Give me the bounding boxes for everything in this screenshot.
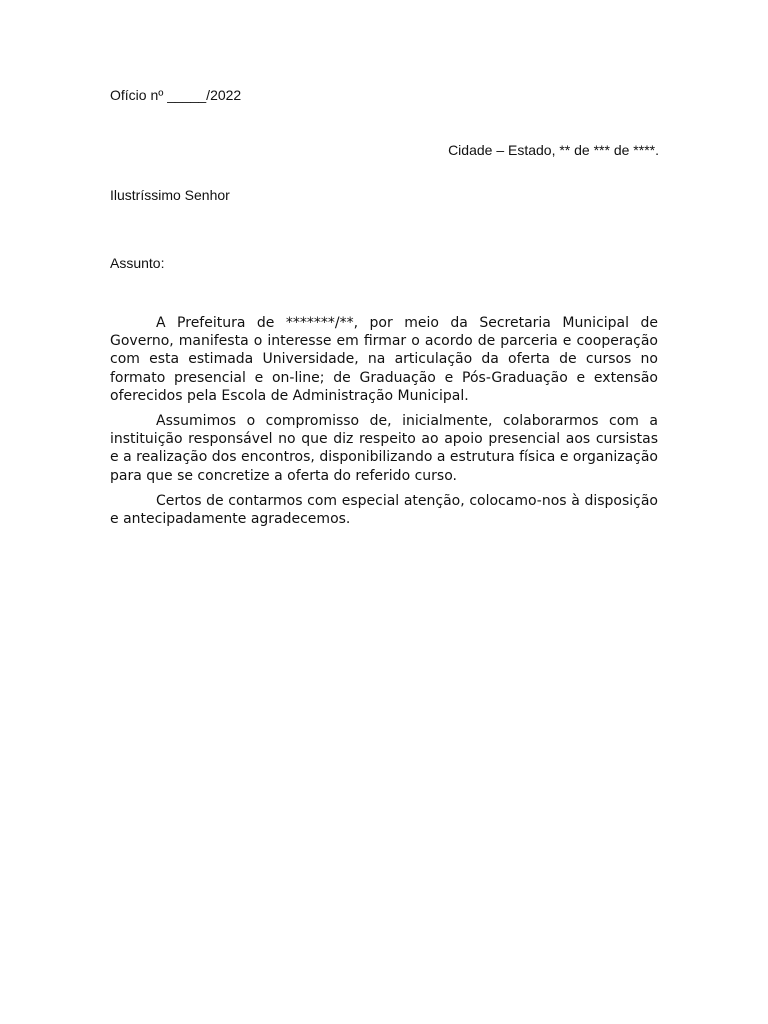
body-paragraph-3: Certos de contarmos com especial atenção, colocamo-nos à disposição e antecipadamente agradecemos. — [110, 492, 658, 528]
place-date: Cidade – Estado, ** de *** de ****. — [448, 142, 659, 158]
body-paragraph-1: A Prefeitura de *******/**, por meio da Secretaria Municipal de Governo, manifesta o interesse em firmar o acordo de parceria e cooperação com esta estimada Universidade, na articulação da oferta de cursos no formato presencial e on-line; de Graduação e Pós-Graduação e extensão oferecidos pela Escola de Administração Municipal. — [110, 315, 658, 404]
letter-body — [110, 314, 658, 535]
body-paragraph-2: Assumimos o compromisso de, inicialmente, colaborarmos com a instituição responsável no que diz respeito ao apoio presencial aos cursistas e a realização dos encontros, disponibilizando a estrutura física e organização para que se concretize a oferta do referido curso. — [110, 413, 658, 484]
letter-reference: Ofício nº _____/2022 — [110, 87, 242, 103]
salutation: Ilustríssimo Senhor — [110, 187, 230, 203]
subject-label: Assunto: — [110, 255, 165, 271]
